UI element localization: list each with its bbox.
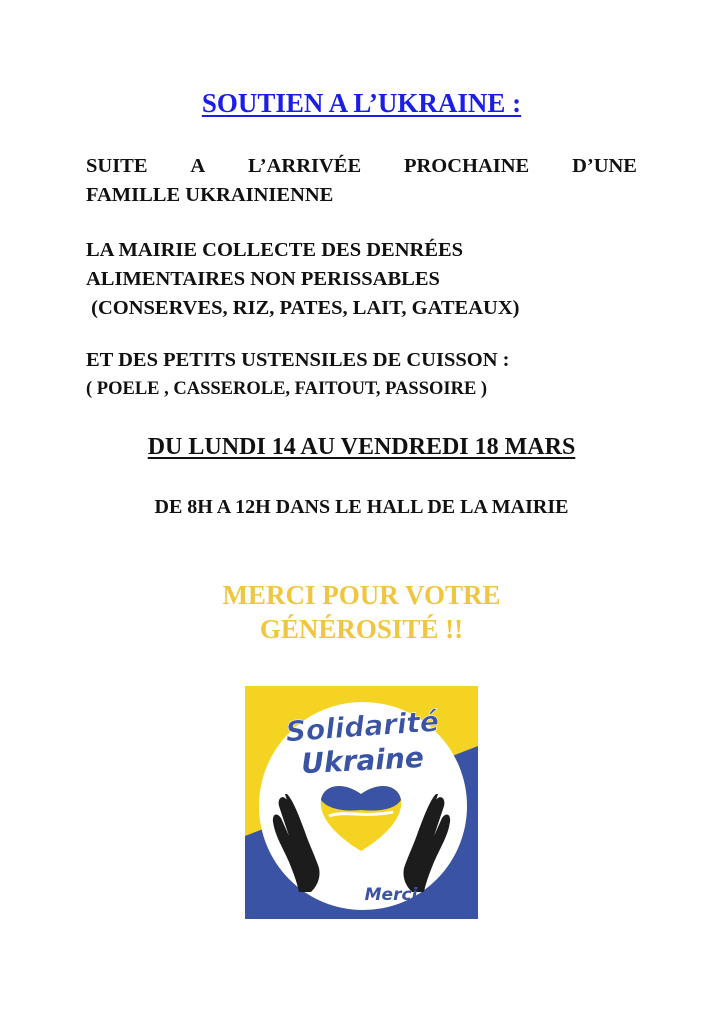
- utensils-paragraph: [86, 346, 509, 404]
- collect-paragraph: [86, 236, 519, 323]
- page-title: SOUTIEN A L’UKRAINE :: [201, 88, 522, 118]
- logo-merci-text: Merci: [364, 885, 418, 905]
- logo-title-line-1: Solidarité: [284, 704, 440, 749]
- intro-word: PROCHAINE: [403, 155, 530, 177]
- collect-line-2: ALIMENTAIRES NON PERISSABLES: [86, 268, 440, 290]
- intro-paragraph: [86, 152, 637, 210]
- thanks-message: [0, 578, 723, 646]
- collect-line-1: LA MAIRIE COLLECTE DES DENRÉES: [86, 239, 464, 261]
- collect-line-3: (CONSERVES, RIZ, PATES, LAIT, GATEAUX): [86, 297, 520, 319]
- intro-word: L’ARRIVÉE: [247, 155, 362, 177]
- utensils-line-2: ( POELE , CASSEROLE, FAITOUT, PASSOIRE ): [86, 379, 488, 399]
- dates-heading: DU LUNDI 14 AU VENDREDI 18 MARS: [147, 434, 576, 460]
- hours-text: DE 8H A 12H DANS LE HALL DE LA MAIRIE: [154, 496, 569, 518]
- intro-word: SUITE: [86, 155, 148, 177]
- intro-line-1: [86, 152, 637, 181]
- thanks-line-1: MERCI POUR VOTRE: [222, 580, 501, 610]
- solidarite-ukraine-logo: [245, 686, 478, 919]
- logo-title-line-2: Ukraine: [300, 740, 425, 781]
- intro-word: D’UNE: [572, 155, 637, 177]
- utensils-line-1: ET DES PETITS USTENSILES DE CUISSON :: [86, 349, 510, 371]
- intro-line-2: FAMILLE UKRAINIENNE: [86, 184, 334, 206]
- intro-word: A: [190, 155, 206, 177]
- thanks-line-2: GÉNÉROSITÉ !!: [259, 614, 464, 644]
